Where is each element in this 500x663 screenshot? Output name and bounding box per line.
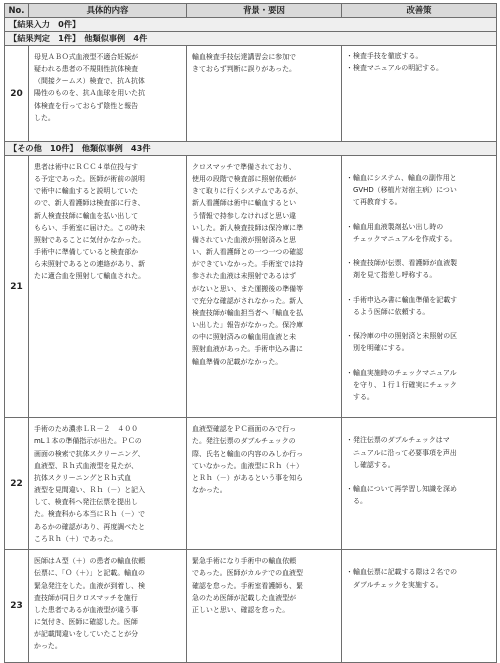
measures-list <box>342 550 496 605</box>
section-row <box>5 142 497 156</box>
table-header <box>5 4 497 18</box>
list-item: ・ 保冷庫の中の照射済と未照射の区 別を明確にする。 <box>346 332 458 353</box>
measure-text: 輸血について再学習し知識を深め る。 <box>353 485 457 506</box>
measure-text: 輸血用血液製剤払い出し時の チェックマニュアルを作成する。 <box>353 222 457 243</box>
header-no: No. <box>5 4 29 18</box>
list-item: ・ 輸血伝票に記載する際は２名での ダブルチェックを実施する。 <box>346 568 458 589</box>
section-row <box>5 32 497 46</box>
measures-list <box>342 418 496 521</box>
row-measures <box>342 550 497 663</box>
row-content: 母児ＡＢＯ式血液型不適合妊娠が 疑われる患者の不規則性抗体検査 （間接クームス）検査で、抗Ａ抗体 陽性のものを、抗Ａ血球を用いた抗 体検査を行っておらず陰性と報告 した。 <box>29 46 187 142</box>
section-row <box>5 18 497 32</box>
measure-text: 検査技師が伝票、看護師が血液製 剤を見て指差し呼称する。 <box>353 259 458 280</box>
list-item: ・ 輸血について再学習し知識を深め る。 <box>346 485 457 506</box>
measures-list <box>342 156 496 417</box>
table-row <box>5 418 497 550</box>
list-item: ・ 検査技師が伝票、看護師が血液製 剤を見て指差し呼称する。 <box>346 259 458 280</box>
row-measures <box>342 156 497 418</box>
measures-list <box>342 46 496 76</box>
row-content: 手術のため濃赤ＬＲ－２ ４００ mL１本の準備指示が出た。ＰＣの 画面の検索で抗体スクリーニング、 血液型、Ｒｈ式血液型を見たが、 抗体スクリーニングとＲｈ式血 液型を見間違い、Ｒｈ（－）と記入 して、検査科へ発注伝票を提出し た。検査科から本当にＲｈ（－）で あるかの確認があり、再度調べたと ころＲｈ（＋）であった。 <box>29 418 187 550</box>
row-background: 輸血検査手技伝達講習会に参加で きておらず判断に誤りがあった。 <box>187 46 342 142</box>
row-measures <box>342 418 497 550</box>
row-background: 緊急手術になり手術中の輸血依頼 であった。医師がカルテでの血液型 確認を怠った。手術室看護師も、緊 急のため医師が記載した血液型が 正しいと思い、確認を怠った。 <box>187 550 342 663</box>
header-measures: 改善策 <box>342 4 497 18</box>
row-number: 22 <box>5 418 29 550</box>
measure-text: 検査手技を徹底する。 <box>353 52 423 60</box>
header-content: 具体的内容 <box>29 4 187 18</box>
table-row <box>5 46 497 142</box>
list-item: ・ 輸血実施時のチェックマニュアル を守り、１行１行確実にチェック する。 <box>346 368 457 401</box>
measure-text: 輸血実施時のチェックマニュアル を守り、１行１行確実にチェック する。 <box>353 368 457 401</box>
row-content: 患者は術中にＲＣＣ４単位投与す る予定であった。医師が術前の説明 で術中に輸血すると説明していた ので、新人看護師は検査部に行き、 新人検査技師に輸血を払い出して もらい、手術室に届けた。この時未 照射であることに気付かなかった。 手術中に準備していると検査部か ら未照射であるとの連絡があり、新 たに適合血を照射して輸血された。 <box>29 156 187 418</box>
list-item: ・ 検査手技を徹底する。 <box>346 52 423 60</box>
list-item: ・ 検査マニュアルの明記する。 <box>346 64 443 73</box>
list-item: ・ 輸血用血液製剤払い出し時の チェックマニュアルを作成する。 <box>346 222 457 243</box>
list-item: ・ 輸血にシステム、輸血の副作用と GVHD（移植片対宿主病）につい て再教育する。 <box>346 174 457 207</box>
list-item: ・ 手術申込み書に輸血準備を記載す るよう医師に依頼する。 <box>346 295 458 316</box>
row-measures <box>342 46 497 142</box>
row-number: 21 <box>5 156 29 418</box>
table-row <box>5 550 497 663</box>
row-number: 20 <box>5 46 29 142</box>
row-background: クロスマッチで準備されており、 使用の段階で検査部に照射依頼が きて取りに行くシステムであるが、 新人看護師は術中に輸血するとい う情報で持参しなければと思い違 いした。新人検査技師は保冷庫に準 備されていた血液が照射済みと思 い、新人看護師との一つ一つの確認 ができていなかった。手術室では持 参された血液は未照射であるはず がないと思い、また運搬後の準備等 で充分な確認がされなかった。新人 検査技師が輸血担当者へ「輸血を払 い出した」報告がなかった。保冷庫 の中に照射済みの輸血用血液と未 照射血液があった。手術申込み書に 輸血準備の記載がなかった。 <box>187 156 342 418</box>
table-row <box>5 156 497 418</box>
report-page <box>4 3 496 651</box>
section-title-other: 【その他 10件】 他類似事例 43件 <box>5 142 497 156</box>
section-title-input: 【結果入力 0件】 <box>5 18 497 32</box>
measure-text: 輸血にシステム、輸血の副作用と GVHD（移植片対宿主病）につい て再教育する。 <box>353 174 457 207</box>
list-item: ・ 発注伝票のダブルチェックはマ ニュアルに沿って必要事項を声出 し確認する。 <box>346 436 457 469</box>
incident-table <box>4 3 497 663</box>
measure-text: 輸血伝票に記載する際は２名での ダブルチェックを実施する。 <box>353 568 458 589</box>
measure-text: 検査マニュアルの明記する。 <box>353 64 443 73</box>
header-background: 背景・要因 <box>187 4 342 18</box>
row-number: 23 <box>5 550 29 663</box>
section-title-judge: 【結果判定 1件】 他類似事例 4件 <box>5 32 497 46</box>
measure-text: 発注伝票のダブルチェックはマ ニュアルに沿って必要事項を声出 し確認する。 <box>353 436 457 469</box>
row-background: 血液型確認をＰＣ画面のみで行っ た。発注伝票のダブルチェックの 際、氏名と輸血の内容のみしか行っ ていなかった。血液型にＲｈ（＋） とＲｈ（－）があるという事を知ら なかった。 <box>187 418 342 550</box>
measure-text: 保冷庫の中の照射済と未照射の区 別を明確にする。 <box>353 332 458 353</box>
row-content: 医師はＡ型（＋）の患者の輸血依頼 伝票に、「Ｏ（＋）」と記載。輸血の 緊急発注をした。血液が到着し、検 査技師が同日クロスマッチを施行 した患者であるが血液型が違う事 に気付き、医師に確認した。医師 が記載間違いをしていたことが分 かった。 <box>29 550 187 663</box>
measure-text: 手術申込み書に輸血準備を記載す るよう医師に依頼する。 <box>353 295 458 316</box>
